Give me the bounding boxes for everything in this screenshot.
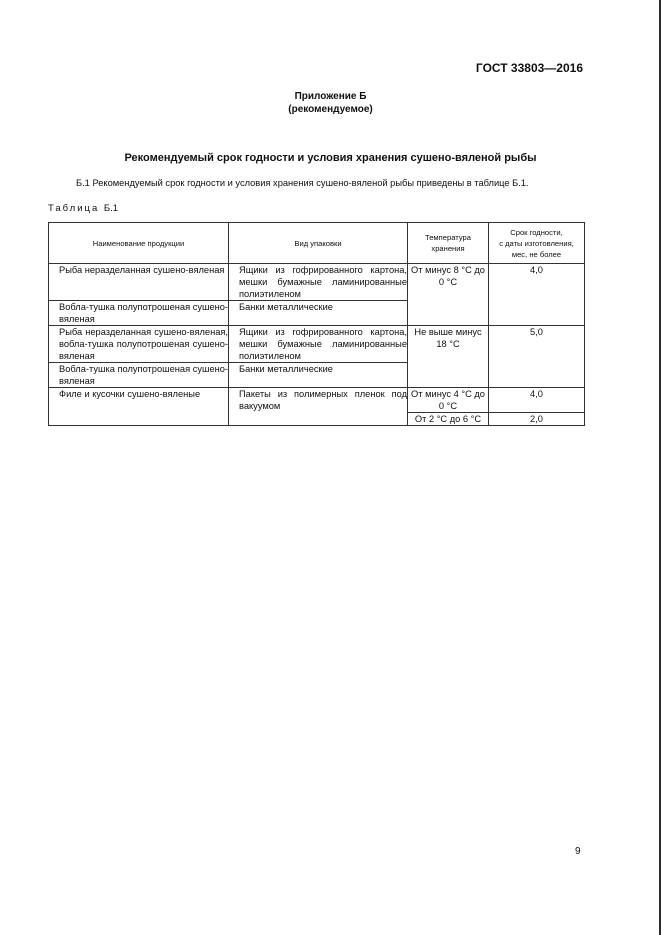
cell-product-text: Вобла-тушка полупотрошеная сушено-вяленая [59,302,229,324]
cell-packaging-text: Банки металлические [239,302,333,312]
cell-packaging-text: Ящики из гофрированного картона, мешки бумажные ламинированные полиэтиленом [239,265,407,299]
cell-packaging-text: Пакеты из полимерных пленок под вакуумом [239,389,407,411]
cell-product [49,264,229,301]
cell-temperature: От минус 4 °С до 0 °С [408,388,489,413]
cell-shelf-life: 2,0 [489,413,585,426]
cell-shelf-life: 4,0 [489,388,585,413]
appendix-title: Приложение Б [294,91,367,102]
table-row [49,388,585,413]
cell-packaging [229,388,408,426]
cell-product-text: Вобла-тушка полупотрошеная сушено-вяленая [59,364,229,386]
header-shelf-life [489,223,585,264]
header-shelf-life-line3: мес, не более [511,249,562,259]
document-code: ГОСТ 33803—2016 [475,61,583,75]
cell-packaging [229,363,408,388]
cell-packaging [229,301,408,326]
table-row [49,264,585,301]
table-label-word: Таблица [48,203,100,214]
cell-product [49,326,229,363]
table-row [49,326,585,363]
header-packaging: Вид упаковки [229,223,408,264]
header-shelf-life-line2: с даты изготовления, [499,238,574,248]
header-temperature-line1: Температура [425,233,471,242]
cell-packaging-text: Ящики из гофрированного картона, мешки бумажные ламинированные полиэтиленом [239,327,407,361]
intro-paragraph: Б.1 Рекомендуемый срок годности и условия хранения сушено-вяленой рыбы приведены в таблице Б.1. [76,178,529,188]
storage-table [48,222,585,426]
cell-shelf-life: 4,0 [489,264,585,326]
cell-product-text: Филе и кусочки сушено-вяленые [59,389,201,399]
header-temperature [408,223,489,264]
table-header-row [49,223,585,264]
appendix-subtitle: (рекомендуемое) [288,104,373,115]
cell-product-text: Рыба неразделанная сушено-вяленая, вобла-тушка полупотрошеная сушено-вяленая [59,327,228,361]
cell-product [49,388,229,426]
header-shelf-life-line1: Срок годности, [510,227,563,237]
section-title: Рекомендуемый срок годности и условия хранения сушено-вяленой рыбы [124,152,537,164]
cell-product [49,363,229,388]
table-label [48,203,118,214]
cell-product-text: Рыба неразделанная сушено-вяленая [59,265,225,275]
cell-shelf-life: 5,0 [489,326,585,388]
cell-product [49,301,229,326]
cell-temperature: От 2 °С до 6 °С [408,413,489,426]
header-temperature-line2: хранения [431,244,465,253]
cell-packaging-text: Банки металлические [239,364,333,374]
cell-packaging [229,326,408,363]
page-number: 9 [575,846,581,857]
header-product: Наименование продукции [49,223,229,264]
cell-temperature: Не выше минус 18 °С [408,326,489,388]
cell-temperature: От минус 8 °С до 0 °С [408,264,489,326]
table-label-number: Б.1 [103,203,119,214]
cell-packaging [229,264,408,301]
